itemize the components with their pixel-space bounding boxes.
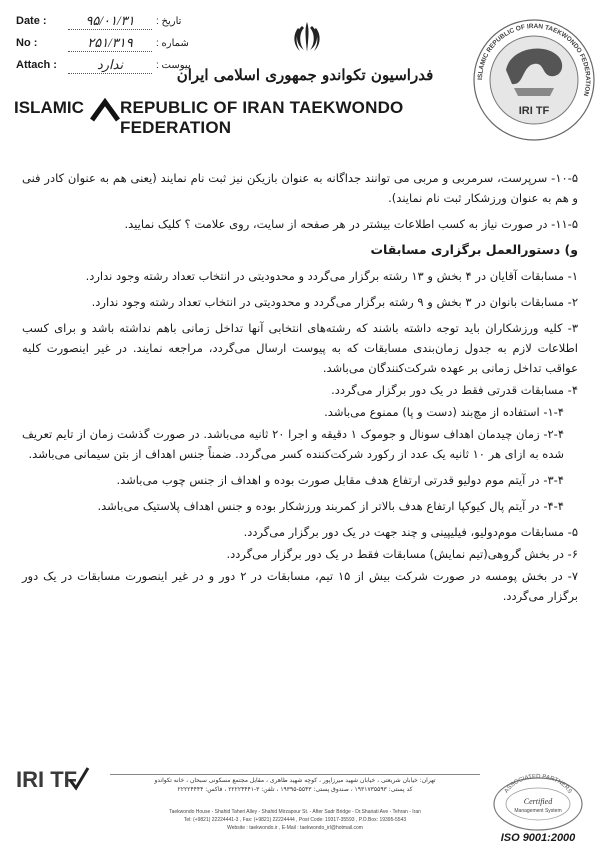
footer-logo-icon: [14, 762, 110, 796]
footer-logo-text: IRI TF: [16, 767, 78, 792]
seal-label: IRI TF: [518, 105, 550, 117]
section-heading: و) دستورالعمل برگزاری مسابقات: [370, 242, 578, 257]
clause-7: ۷- در بخش پومسه در صورت شرکت بیش از ۱۵ تیم، مسابقات در ۲ دور و در غیر اینصورت مسابقات در یک دور برگزار می‌گردد.: [22, 569, 578, 603]
date-row: [16, 10, 196, 32]
clause-3: ۳- کلیه ورزشکاران باید توجه داشته باشند که رشته‌های انتخابی آنها تداخل زمانی باهم نداشته باشد و برای کسب اطلاعات لازم به جدول زمان‌بندی مسابقات که به پیوست ارسال می‌گردد، مراجعه نمایند. در غیر اینصورت کلیه عواقب تداخل زمانی بر عهده شرکت‌کنندگان می‌باشد.: [22, 321, 578, 375]
federation-seal-icon: [470, 4, 598, 154]
clause-6: ۶- در بخش گروهی(تیم نمایش) مسابقات فقط در یک دور برگزار می‌گردد.: [226, 547, 578, 561]
federation-name-fa: فدراسیون تکواندو جمهوری اسلامی ایران: [176, 66, 434, 84]
clause-5: ۵- مسابقات موم‌دولیو، فیلیپینی و چند جهت در یک دور برگزار می‌گردد.: [243, 525, 578, 539]
clause-11-5: ۱۱-۵- در صورت نیاز به کسب اطلاعات بیشتر در هر صفحه از سایت، روی علامت ؟ کلیک نمایید.: [124, 217, 578, 231]
number-label-fa: شماره :: [156, 37, 189, 49]
attach-label-en: Attach :: [16, 59, 57, 71]
footer-divider: [110, 774, 480, 775]
letter-body: [22, 168, 578, 612]
national-emblem-icon: [292, 20, 322, 54]
federation-name-en-part1: ISLAMIC: [14, 98, 84, 117]
federation-name-en-part2: REPUBLIC OF IRAN TAEKWONDO FEDERATION: [120, 98, 404, 137]
iso-center-line-2: Management System: [514, 808, 562, 814]
date-label-fa: تاریخ :: [156, 15, 182, 27]
footer-address-fa: [112, 776, 478, 794]
iso-ring-text: ASSOCIATED PARTNERS: [503, 773, 573, 795]
footer-postal-line: کد پستی: ۱۹۳۱۷۳۵۵۹۳ ، صندوق پستی: ۵۵۴۳-۱۹۳۹۵ ، تلفن: ۳-۲۲۲۲۴۴۴۱ ، فاکس: ۲۲۲۲۴۴۴۴: [177, 786, 413, 793]
number-label-en: No :: [16, 37, 38, 49]
clause-4-4: ۴-۴- در آیتم پال کیوکپا ارتفاع هدف بالاتر از کمربند ورزشکار بوده و جنس اهداف پلاستیک می‌باشد.: [97, 499, 564, 513]
clause-1: ۱- مسابقات آقایان در ۴ بخش و ۱۳ رشته برگزار می‌گردد و محدودیتی در انتخاب تعداد رشته وجود ندارد.: [85, 269, 578, 283]
federation-name-en: [14, 96, 484, 137]
footer-web-line: Website : taekwondo.ir , E-Mail : taekwondo_irl@hotmail.com: [227, 825, 363, 831]
iso-label: ISO 9001:2000: [500, 832, 576, 844]
date-label-en: Date :: [16, 15, 47, 27]
chevron-logo-icon: [90, 96, 120, 122]
clause-2: ۲- مسابقات بانوان در ۳ بخش و ۹ رشته برگزار می‌گردد و محدودیتی در انتخاب تعداد رشته وجود ندارد.: [91, 295, 578, 309]
number-row: [16, 32, 196, 54]
clause-4-2: ۲-۴- زمان چیدمان اهداف سونال و جوموک ۱ دقیقه و اجرا ۲۰ ثانیه می‌باشد. در صورت گذشت زمان از تایم تعریف شده به ازای هر ۱۰ ثانیه یک عدد از رکورد شرکت‌کننده کسر می‌گردد. ضمناً جنس اهداف از بتن سیمانی می‌باشد.: [22, 427, 565, 461]
attach-label-fa: پیوست :: [156, 59, 191, 71]
footer-phone-en-line: Tel: (+9821) 22224441-3 , Fax: (+9821) 22224444 , Post Code: 19317-35593 , P.O.Box: 19395-5543: [183, 817, 407, 823]
footer-address-en-line: Taekwondo House - Shahid Taheri Alley - Shahid Mirzapour St. - After Sadr Bridge - Dr.Shariati Ave - Tehran - Iran: [169, 809, 421, 815]
clause-4: ۴- مسابقات قدرتی فقط در یک دور برگزار می‌گردد.: [331, 383, 578, 397]
footer-address-line: تهران: خیابان شریعتی ، خیابان شهید میرزاپور ، کوچه شهید طاهری ، مقابل مجتمع مسکونی سبحان ، خانه تکواندو: [154, 777, 436, 784]
footer-address-en: [112, 808, 478, 832]
seal-ring-text: ISLAMIC REPUBLIC OF IRAN TAEKWONDO FEDERATION: [476, 22, 592, 97]
iso-certification-icon: [490, 770, 586, 832]
clause-4-1: ۱-۴- استفاده از مچ‌بند (دست و پا) ممنوع می‌باشد.: [324, 405, 564, 419]
attach-value: ندارد: [68, 57, 152, 74]
number-value: ۲۵۱/۳۱۹: [68, 35, 152, 52]
date-value: ۹۵/۰۱/۳۱: [68, 13, 152, 30]
svg-text:ASSOCIATED PARTNERS: [504, 774, 573, 795]
clause-10-5: ۱۰-۵- سرپرست، سرمربی و مربی می توانند جداگانه به عنوان بازیکن نیز ثبت نام نمایند (یعنی هم به عنوان کادر فنی و هم به عنوان ورزشکار ثبت نام نمایند).: [22, 171, 578, 205]
iso-center-line-1: Certified: [523, 797, 553, 806]
clause-4-3: ۳-۴- در آیتم موم دولیو قدرتی ارتفاع هدف مقابل صورت بوده و اهداف از جنس چوب می‌باشد.: [116, 473, 564, 487]
